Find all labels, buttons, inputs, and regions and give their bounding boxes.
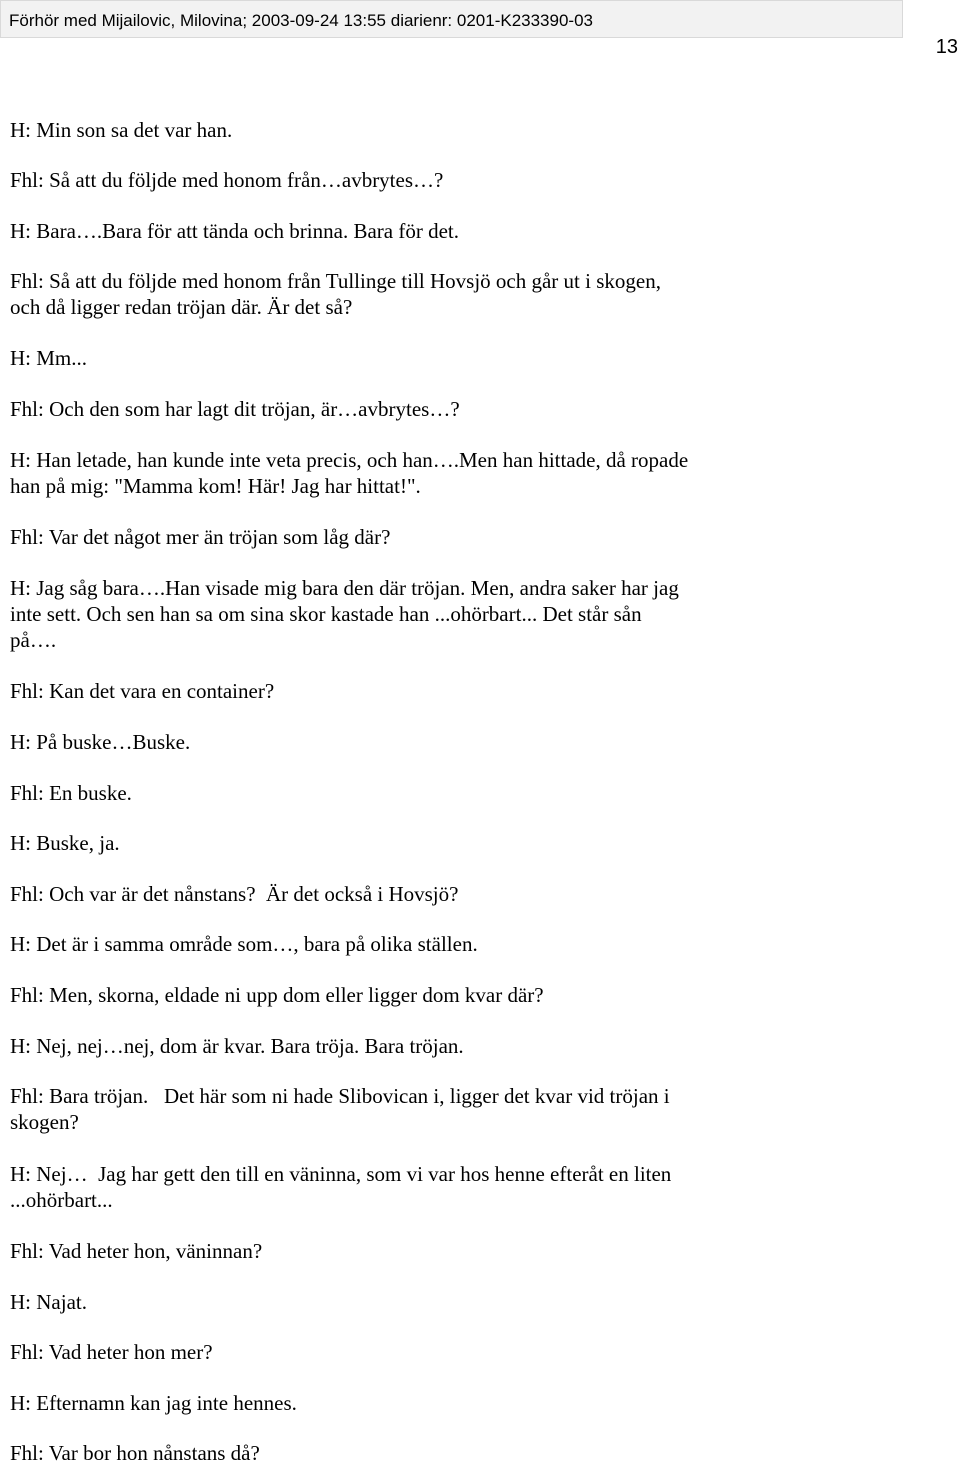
transcript-line: Fhl: En buske.: [10, 781, 132, 805]
transcript-line: H: Han letade, han kunde inte veta precis, och han….Men han hittade, då ropade han på mig: "Mamma kom! Här! Jag har hittat!".: [10, 448, 689, 498]
transcript-line: H: Jag såg bara….Han visade mig bara den där tröjan. Men, andra saker har jag inte sett. Och sen han sa om sina skor kastade han ...ohörbart... Det står sån på….: [10, 576, 679, 652]
transcript-line: H: Mm...: [10, 346, 88, 370]
transcript-line: Fhl: Var bor hon nånstans då?: [10, 1441, 260, 1465]
transcript-line: H: Bara….Bara för att tända och brinna. Bara för det.: [10, 219, 459, 243]
transcript-line: H: Min son sa det var han.: [10, 118, 233, 142]
transcript-line: Fhl: Kan det vara en container?: [10, 679, 275, 703]
transcript-line: Fhl: Och var är det nånstans? Är det också i Hovsjö?: [10, 882, 459, 906]
header-title: Förhör med Mijailovic, Milovina; 2003-09-24 13:55 diarienr: 0201-K233390-03: [9, 11, 593, 30]
transcript-line: H: Nej… Jag har gett den till en väninna, som vi var hos henne efteråt en liten ...ohörbart...: [10, 1162, 672, 1212]
transcript-line: Fhl: Vad heter hon, väninnan?: [10, 1239, 263, 1263]
page-number: 13: [935, 36, 958, 58]
transcript-line: H: Nej, nej…nej, dom är kvar. Bara tröja. Bara tröjan.: [10, 1034, 464, 1058]
transcript-line: Fhl: Var det något mer än tröjan som låg där?: [10, 525, 391, 549]
transcript-line: H: Najat.: [10, 1290, 87, 1314]
transcript-line: Fhl: Så att du följde med honom från Tullinge till Hovsjö och går ut i skogen, och då ligger redan tröjan där. Är det så?: [10, 269, 661, 319]
transcript-line: Fhl: Bara tröjan. Det här som ni hade Slibovican i, ligger det kvar vid tröjan i skogen?: [10, 1084, 670, 1134]
transcript-line: Fhl: Och den som har lagt dit tröjan, är…avbrytes…?: [10, 397, 460, 421]
transcript-line: H: Buske, ja.: [10, 831, 120, 855]
transcript-line: Fhl: Men, skorna, eldade ni upp dom eller ligger dom kvar där?: [10, 983, 544, 1007]
transcript-line: H: På buske…Buske.: [10, 730, 191, 754]
document-header: [0, 0, 903, 38]
transcript-line: H: Efternamn kan jag inte hennes.: [10, 1391, 297, 1415]
transcript-line: Fhl: Vad heter hon mer?: [10, 1340, 213, 1364]
transcript-line: H: Det är i samma område som…, bara på olika ställen.: [10, 932, 478, 956]
transcript-line: Fhl: Så att du följde med honom från…avbrytes…?: [10, 168, 444, 192]
